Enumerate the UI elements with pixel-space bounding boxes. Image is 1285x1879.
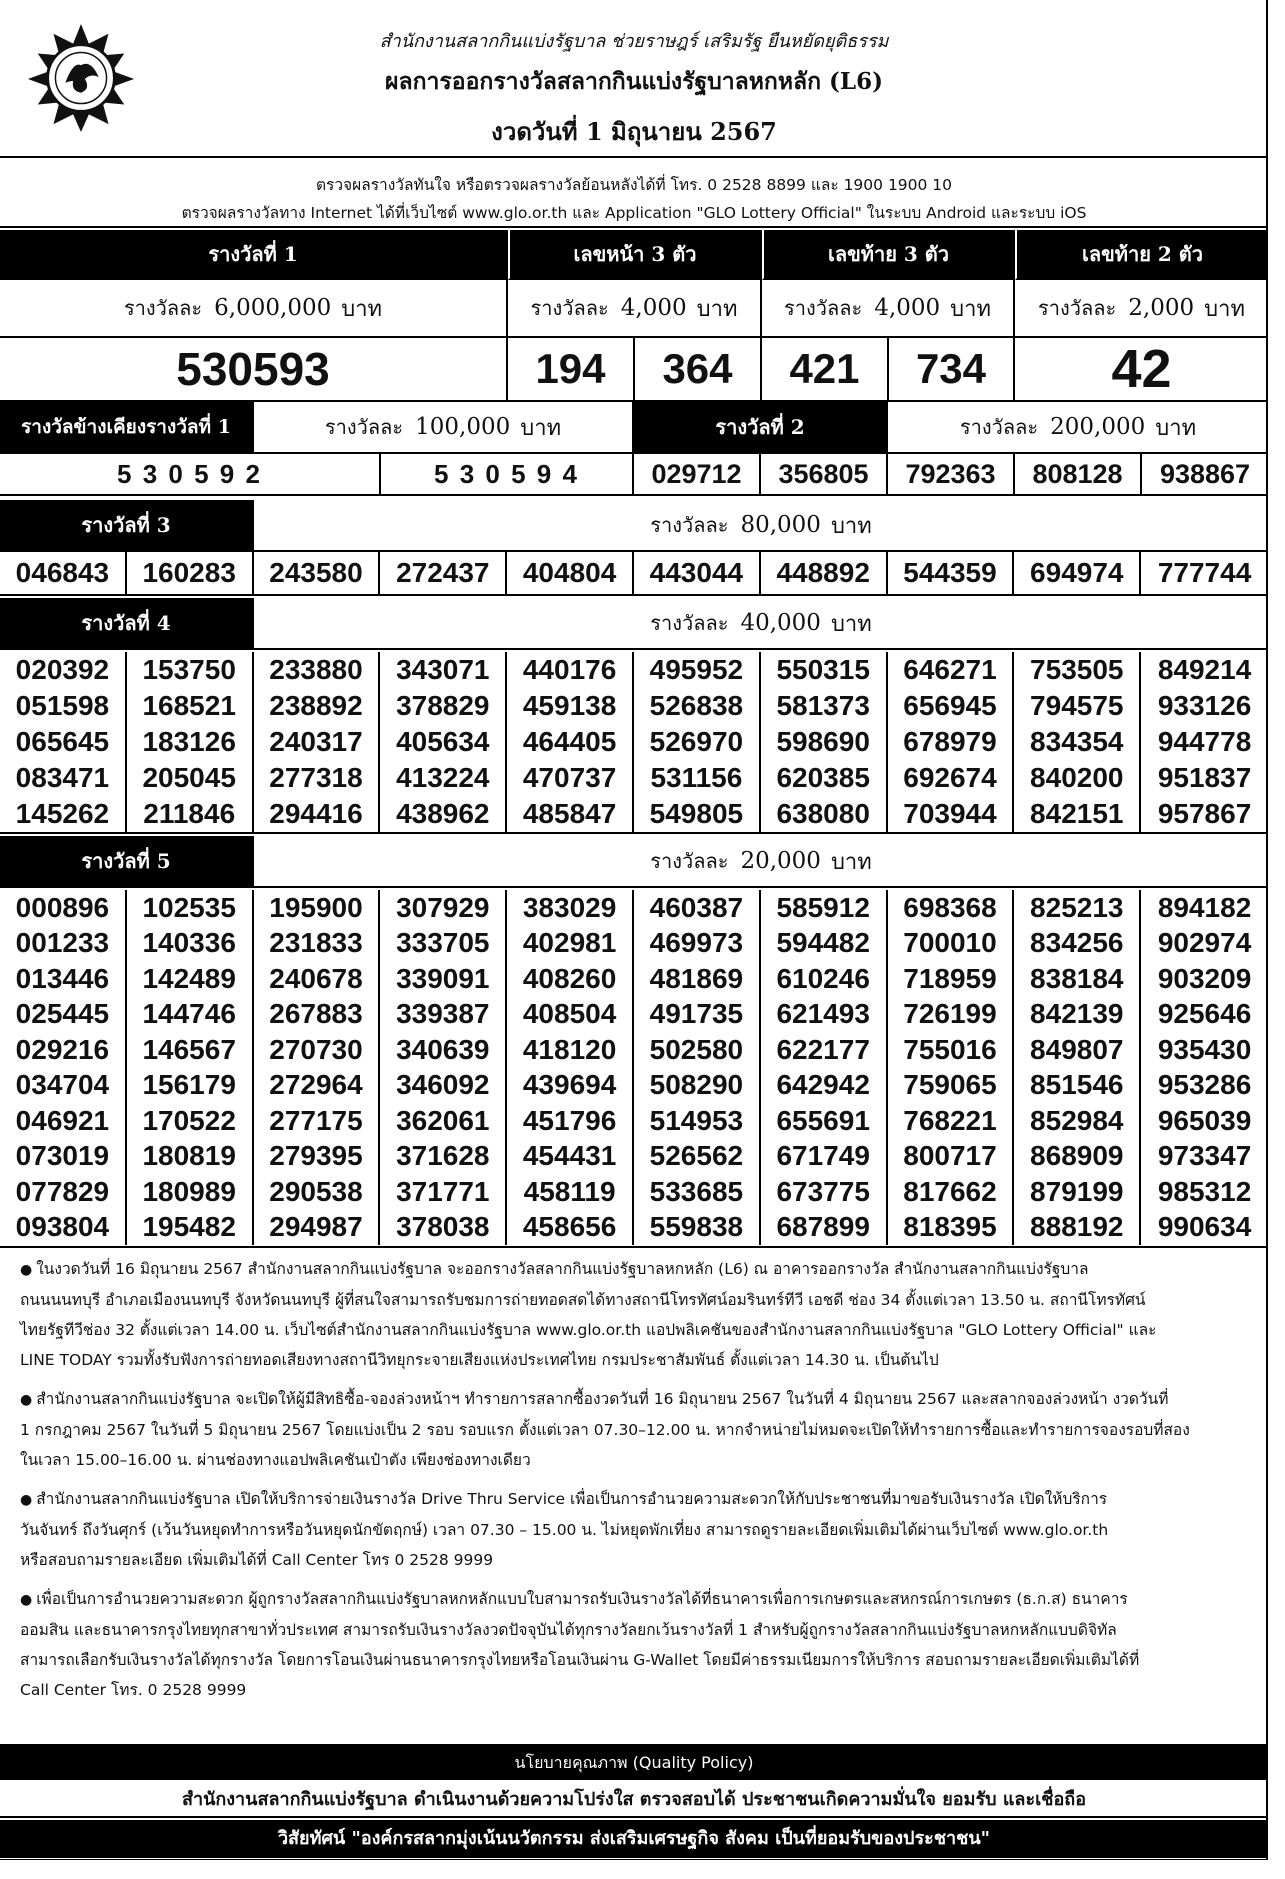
back3-amount (762, 280, 1015, 338)
fourth-prize-number: 957867 (1157, 798, 1252, 829)
fifth-prize-number: 180819 (127, 1139, 254, 1175)
fourth-prize-number: 550315 (761, 652, 888, 688)
amount-prefix: รางวัลละ (650, 513, 729, 537)
fifth-prize-number: 034704 (0, 1068, 127, 1104)
fourth-prize-number: 183126 (127, 724, 254, 760)
fifth-prize-number: 700010 (888, 926, 1015, 962)
first-prize-number: 530593 (0, 338, 508, 402)
note-prize-claim (20, 1584, 1245, 1705)
fifth-prize-number: 371628 (380, 1139, 507, 1175)
fifth-prize-number: 294987 (254, 1210, 381, 1246)
fourth-prize-amount (254, 598, 1268, 650)
page-title: ผลการออกรางวัลสลากกินแบ่งรัฐบาลหกหลัก (L6) (385, 68, 883, 95)
third-prize-numbers (0, 552, 1268, 594)
fifth-prize-number: 726199 (888, 997, 1015, 1033)
amount-value: 100,000 (415, 414, 511, 440)
fifth-prize-number: 888192 (1014, 1210, 1141, 1246)
fifth-prize-number: 142489 (127, 961, 254, 997)
back3-number: 421 (762, 338, 889, 402)
fifth-prize-number: 180989 (127, 1174, 254, 1210)
fifth-prize-number: 093804 (0, 1210, 127, 1246)
bullet-icon: ● (20, 1392, 33, 1408)
fifth-prize-row (0, 1174, 1268, 1210)
fifth-prize-number: 671749 (761, 1139, 888, 1175)
fifth-prize-number: 240678 (254, 961, 381, 997)
fifth-prize-number: 990634 (1157, 1211, 1252, 1243)
fifth-prize-number: 408504 (507, 997, 634, 1033)
fifth-prize-number: 768221 (888, 1103, 1015, 1139)
fourth-prize-number: 211846 (127, 796, 254, 832)
fourth-prize-number: 840200 (1014, 760, 1141, 796)
fifth-prize-number: 838184 (1014, 961, 1141, 997)
fifth-prize-number: 418120 (507, 1032, 634, 1068)
fifth-prize-number: 346092 (380, 1068, 507, 1104)
fourth-prize-number: 083471 (0, 760, 127, 796)
fifth-prize-number: 144746 (127, 997, 254, 1033)
fifth-prize-number: 817662 (888, 1174, 1015, 1210)
note-text: ออมสิน และธนาคารกรุงไทยทุกสาขาทั่วประเทศ สามารถรับเงินรางวัลงวดปัจจุบันได้ทุกรางวัลยกเว้นรางวัลที่ 1 สำหรับผู้ถูกรางวัลสลากกินแบ่งรัฐบาลหกหลักแบบดิจิทัล (20, 1621, 1117, 1639)
note-line (20, 1615, 1245, 1645)
amount-value: 40,000 (740, 610, 821, 636)
note-text: วันจันทร์ ถึงวันศุกร์ (เว้นวันหยุดทำการหรือวันหยุดนักขัตฤกษ์) เวลา 07.30 – 15.00 น. ไม่หยุดพักเที่ยง สามารถดูรายละเอียดเพิ่มเติมได้ผ่านเว็บไซต์ www.glo.or.th (20, 1521, 1109, 1539)
note-text: ไทยรัฐทีวีช่อง 32 ตั้งแต่เวลา 14.00 น. เว็บไซต์สำนักงานสลากกินแบ่งรัฐบาล www.glo.or.th แอปพลิเคชันของสำนักงานสลากกินแบ่งรัฐบาล "GLO Lottery Official" และ (20, 1321, 1157, 1339)
note-line (20, 1285, 1245, 1315)
fifth-prize-number: 718959 (888, 961, 1015, 997)
fifth-prize-number: 698368 (888, 890, 1015, 926)
fifth-prize-number: 000896 (0, 890, 127, 926)
fifth-prize-number: 834256 (1014, 926, 1141, 962)
fifth-prize-amount (254, 836, 1268, 888)
amount-value: 200,000 (1050, 414, 1146, 440)
fifth-prize-number: 903209 (1157, 962, 1252, 994)
fifth-prize-number: 655691 (761, 1103, 888, 1139)
fifth-prize-number: 502580 (634, 1032, 761, 1068)
fifth-prize-number: 077829 (0, 1174, 127, 1210)
note-text: หรือสอบถามรายละเอียด เพิ่มเติมได้ที่ Call Center โทร 0 2528 9999 (20, 1551, 494, 1569)
fourth-prize-row (0, 688, 1268, 724)
near-first-number: 5 3 0 5 9 4 (381, 454, 634, 496)
fifth-prize-number: 231833 (254, 926, 381, 962)
fifth-prize-row (0, 926, 1268, 962)
fourth-prize-number: 438962 (380, 796, 507, 832)
fifth-prize-number: 340639 (380, 1032, 507, 1068)
fifth-prize-number: 481869 (634, 961, 761, 997)
fourth-prize-number: 168521 (127, 688, 254, 724)
fifth-prize-number: 001233 (0, 926, 127, 962)
fifth-prize-number: 270730 (254, 1032, 381, 1068)
fifth-prize-number: 642942 (761, 1068, 888, 1104)
note-text: 1 กรกฎาคม 2567 ในวันที่ 5 มิถุนายน 2567 โดยแบ่งเป็น 2 รอบ รอบแรก ตั้งแต่เวลา 07.30–12.00 น. หากจำหน่ายไม่หมดจะเปิดให้ทำรายการซื้อและทำรายการจองรอบที่สอง (20, 1421, 1190, 1439)
third-prize-number: 694974 (1014, 552, 1141, 594)
fifth-prize-number: 594482 (761, 926, 888, 962)
fifth-prize-number: 029216 (0, 1032, 127, 1068)
fourth-prize-number: 951837 (1157, 762, 1252, 793)
amount-unit: บาท (950, 296, 991, 322)
fifth-prize-number: 851546 (1014, 1068, 1141, 1104)
fourth-prize-number: 753505 (1014, 652, 1141, 688)
fifth-prize-number: 371771 (380, 1174, 507, 1210)
amount-prefix: รางวัลละ (530, 296, 609, 320)
fourth-prize-number: 656945 (888, 688, 1015, 724)
fifth-prize-number: 925646 (1157, 998, 1252, 1030)
fifth-prize-number: 852984 (1014, 1103, 1141, 1139)
note-line (20, 1445, 1245, 1475)
second-prize-number: 029712 (634, 454, 761, 496)
fifth-prize-number: 339387 (380, 997, 507, 1033)
quality-policy-label: นโยบายคุณภาพ (Quality Policy) (0, 1746, 1268, 1780)
second-prize-amount (888, 402, 1268, 454)
fourth-prize-number: 240317 (254, 724, 381, 760)
third-prize-amount (254, 500, 1268, 552)
amount-prefix: รางวัลละ (324, 415, 404, 439)
fourth-prize-number: 343071 (380, 652, 507, 688)
amount-prefix: รางวัลละ (650, 611, 729, 635)
second-prize-number: 808128 (1015, 454, 1142, 496)
fifth-prize-number: 610246 (761, 961, 888, 997)
amount-value: 2,000 (1128, 295, 1195, 321)
front3-label: เลขหน้า 3 ตัว (508, 230, 762, 280)
fifth-prize-number: 673775 (761, 1174, 888, 1210)
fourth-prize-number: 464405 (507, 724, 634, 760)
amount-unit: บาท (1204, 296, 1245, 322)
third-prize-number: 777744 (1157, 557, 1252, 588)
third-prize-number: 046843 (0, 552, 127, 594)
fifth-prize-number: 307929 (380, 890, 507, 926)
fifth-prize-number: 146567 (127, 1032, 254, 1068)
fifth-prize-row (0, 997, 1268, 1033)
third-prize-number: 448892 (761, 552, 888, 594)
back2-amount (1015, 280, 1268, 338)
fourth-prize-number: 638080 (761, 796, 888, 832)
fourth-prize-number: 205045 (127, 760, 254, 796)
back3-number: 734 (889, 338, 1015, 402)
draw-date: งวดวันที่ 1 มิถุนายน 2567 (491, 117, 777, 146)
fourth-prize-number: 933126 (1157, 690, 1252, 721)
note-line (20, 1515, 1245, 1545)
note-line (20, 1415, 1245, 1445)
amount-value: 4,000 (620, 295, 687, 321)
section-divider (0, 594, 1268, 596)
fifth-prize-number: 102535 (127, 890, 254, 926)
amount-prefix: รางวัลละ (784, 296, 863, 320)
fifth-prize-number: 800717 (888, 1139, 1015, 1175)
note-line (20, 1584, 1245, 1615)
notes-section (0, 1248, 1268, 1746)
back2-label: เลขท้าย 2 ตัว (1015, 230, 1268, 280)
fifth-prize-number: 868909 (1014, 1139, 1141, 1175)
fifth-prize-number: 622177 (761, 1032, 888, 1068)
amount-prefix: รางวัลละ (123, 296, 203, 320)
fourth-prize-number: 598690 (761, 724, 888, 760)
fourth-prize-label: รางวัลที่ 4 (0, 598, 254, 650)
fourth-prize-row (0, 796, 1268, 832)
fifth-prize-row (0, 890, 1268, 926)
fifth-prize-number: 935430 (1157, 1033, 1252, 1065)
fifth-prize-number: 195482 (127, 1210, 254, 1246)
fourth-prize-number: 020392 (0, 652, 127, 688)
amount-prefix: รางวัลละ (1038, 296, 1117, 320)
fifth-prize-number: 849807 (1014, 1032, 1141, 1068)
fifth-prize-number: 170522 (127, 1103, 254, 1139)
fourth-prize-number: 581373 (761, 688, 888, 724)
fifth-prize-number: 272964 (254, 1068, 381, 1104)
vision-text: วิสัยทัศน์ "องค์กรสลากมุ่งเน้นนวัตกรรม ส่งเสริมเศรษฐกิจ สังคม เป็นที่ยอมรับของประชาชน" (0, 1820, 1268, 1858)
fifth-prize-number: 526562 (634, 1139, 761, 1175)
fifth-prize-number: 508290 (634, 1068, 761, 1104)
fifth-prize-number: 894182 (1157, 891, 1252, 923)
fifth-prize-number: 825213 (1014, 890, 1141, 926)
note-text: ในงวดวันที่ 16 มิถุนายน 2567 สำนักงานสลากกินแบ่งรัฐบาล จะออกรางวัลสลากกินแบ่งรัฐบาลหกหลัก (L6) ณ อาคารออกรางวัล สำนักงานสลากกินแบ่งรัฐบาล (36, 1260, 1089, 1278)
contact-info (0, 158, 1268, 228)
fifth-prize-number: 140336 (127, 926, 254, 962)
fifth-prize-row (0, 961, 1268, 997)
quality-policy-text: สำนักงานสลากกินแบ่งรัฐบาล ดำเนินงานด้วยความโปร่งใส ตรวจสอบได้ ประชาชนเกิดความมั่นใจ ยอมรับ และเชื่อถือ (0, 1782, 1268, 1818)
fourth-prize-number: 495952 (634, 652, 761, 688)
fourth-prize-number: 459138 (507, 688, 634, 724)
front3-number: 194 (508, 338, 635, 402)
fourth-prize-number: 294416 (254, 796, 381, 832)
second-prize-number: 792363 (888, 454, 1015, 496)
note-line (20, 1675, 1245, 1705)
fourth-prize-number: 065645 (0, 724, 127, 760)
note-line (20, 1254, 1245, 1285)
first-prize-label: รางวัลที่ 1 (0, 230, 508, 280)
fifth-prize-number: 277175 (254, 1103, 381, 1139)
third-prize-label: รางวัลที่ 3 (0, 500, 254, 552)
amount-value: 80,000 (740, 512, 821, 538)
back2-number: 42 (1015, 338, 1268, 402)
fifth-prize-number: 902974 (1157, 927, 1252, 959)
amount-unit: บาท (520, 415, 562, 441)
note-text: ในเวลา 15.00–16.00 น. ผ่านช่องทางแอปพลิเคชันเป๋าตัง เพียงช่องทางเดียว (20, 1451, 531, 1469)
fifth-prize-number: 491735 (634, 997, 761, 1033)
note-line (20, 1645, 1245, 1675)
fourth-prize-number: 531156 (634, 760, 761, 796)
fifth-prize-row (0, 1210, 1268, 1246)
fourth-prize-number: 646271 (888, 652, 1015, 688)
amount-unit: บาท (696, 296, 738, 322)
fourth-prize-number: 378829 (380, 688, 507, 724)
fifth-prize-number: 013446 (0, 961, 127, 997)
fifth-prize-number: 879199 (1014, 1174, 1141, 1210)
second-prize-number: 938867 (1142, 454, 1268, 496)
note-text: สำนักงานสลากกินแบ่งรัฐบาล เปิดให้บริการจ่ายเงินรางวัล Drive Thru Service เพื่อเป็นการอำนวยความสะดวกให้กับประชาชนที่มาขอรับเงินรางวัล เปิดให้บริการ (36, 1490, 1108, 1508)
fifth-prize-number: 985312 (1157, 1175, 1252, 1207)
fourth-prize-number: 849214 (1157, 654, 1252, 685)
amount-unit: บาท (830, 513, 872, 539)
fifth-prize-number: 439694 (507, 1068, 634, 1104)
note-line (20, 1384, 1245, 1415)
third-prize-number: 443044 (634, 552, 761, 594)
note-text: สามารถเลือกรับเงินรางวัลได้ทุกรางวัล โดยการโอนเงินผ่านธนาคารกรุงไทยหรือโอนเงินผ่าน G-Wallet โดยมีค่าธรรมเนียมการให้บริการ สอบถามรายละเอียดเพิ่มเติมได้ที่ (20, 1651, 1140, 1669)
third-prize-number: 243580 (254, 552, 381, 594)
fifth-prize-number: 818395 (888, 1210, 1015, 1246)
fifth-prize-number: 953286 (1157, 1069, 1252, 1101)
fifth-prize-number: 973347 (1157, 1140, 1252, 1172)
note-live-broadcast (20, 1254, 1245, 1375)
contact-info-web: ตรวจผลรางวัลทาง Internet ได้ที่เว็บไซต์ www.glo.or.th และ Application "GLO Lottery Official" ในระบบ Android และระบบ iOS (181, 204, 1087, 222)
fourth-prize-number: 145262 (0, 796, 127, 832)
third-prize-number: 544359 (888, 552, 1015, 594)
bullet-icon: ● (20, 1492, 33, 1508)
amount-unit: บาท (830, 611, 872, 637)
near-first-label: รางวัลข้างเคียงรางวัลที่ 1 (0, 402, 254, 454)
note-line (20, 1545, 1245, 1575)
fifth-prize-row (0, 1032, 1268, 1068)
back3-label: เลขท้าย 3 ตัว (762, 230, 1015, 280)
note-text: Call Center โทร. 0 2528 9999 (20, 1681, 247, 1699)
fourth-prize-number: 944778 (1157, 726, 1252, 757)
first-prize-amount (0, 280, 508, 338)
fifth-prize-number: 559838 (634, 1210, 761, 1246)
near-first-amount (254, 402, 634, 454)
fifth-prize-number: 408260 (507, 961, 634, 997)
fifth-prize-number: 514953 (634, 1103, 761, 1139)
fifth-prize-number: 402981 (507, 926, 634, 962)
fifth-prize-number: 469973 (634, 926, 761, 962)
fourth-prize-number: 277318 (254, 760, 381, 796)
note-line (20, 1345, 1245, 1375)
fifth-prize-number: 451796 (507, 1103, 634, 1139)
third-prize-number: 404804 (507, 552, 634, 594)
amount-prefix: รางวัลละ (650, 849, 729, 873)
fifth-prize-number: 533685 (634, 1174, 761, 1210)
fifth-prize-number: 025445 (0, 997, 127, 1033)
note-advance-booking (20, 1384, 1245, 1475)
amount-value: 20,000 (740, 848, 821, 874)
fifth-prize-number: 073019 (0, 1139, 127, 1175)
fourth-prize-row (0, 652, 1268, 688)
amount-unit: บาท (1155, 415, 1197, 441)
fifth-prize-number: 842139 (1014, 997, 1141, 1033)
bullet-icon: ● (20, 1592, 33, 1608)
fourth-prize-number: 405634 (380, 724, 507, 760)
fifth-prize-number: 046921 (0, 1103, 127, 1139)
fourth-prize-row (0, 724, 1268, 760)
fourth-prize-number: 485847 (507, 796, 634, 832)
fourth-prize-number: 692674 (888, 760, 1015, 796)
bullet-icon: ● (20, 1262, 33, 1278)
amount-unit: บาท (830, 849, 872, 875)
fourth-prize-number: 440176 (507, 652, 634, 688)
fourth-prize-number: 834354 (1014, 724, 1141, 760)
note-line (20, 1315, 1245, 1345)
fifth-prize-number: 267883 (254, 997, 381, 1033)
amount-value: 4,000 (874, 295, 941, 321)
contact-info-phone: ตรวจผลรางวัลทันใจ หรือตรวจผลรางวัลย้อนหลังได้ที่ โทร. 0 2528 8899 และ 1900 1900 10 (315, 176, 953, 194)
header (0, 0, 1268, 158)
front3-amount (508, 280, 762, 338)
second-prize-number: 356805 (761, 454, 888, 496)
note-text: LINE TODAY รวมทั้งรับฟังการถ่ายทอดเสียงทางสถานีวิทยุกระจายเสียงแห่งประเทศไทย กรมประชาสัมพันธ์ ตั้งแต่เวลา 14.30 น. เป็นต้นไป (20, 1351, 939, 1369)
fifth-prize-number: 458119 (507, 1174, 634, 1210)
note-drive-thru (20, 1484, 1245, 1575)
fourth-prize-number: 620385 (761, 760, 888, 796)
agency-tagline: สำนักงานสลากกินแบ่งรัฐบาล ช่วยราษฎร์ เสริมรัฐ ยืนหยัดยุติธรรม (379, 31, 889, 52)
third-prize-number: 160283 (127, 552, 254, 594)
fifth-prize-number: 195900 (254, 890, 381, 926)
fourth-prize-number: 413224 (380, 760, 507, 796)
fifth-prize-number: 362061 (380, 1103, 507, 1139)
fifth-prize-number: 759065 (888, 1068, 1015, 1104)
fourth-prize-number: 678979 (888, 724, 1015, 760)
fifth-prize-row (0, 1103, 1268, 1139)
fifth-prize-number: 755016 (888, 1032, 1015, 1068)
fifth-prize-number: 290538 (254, 1174, 381, 1210)
fifth-prize-number: 339091 (380, 961, 507, 997)
note-text: เพื่อเป็นการอำนวยความสะดวก ผู้ถูกรางวัลสลากกินแบ่งรัฐบาลหกหลักแบบใบสามารถรับเงินรางวัลได้ที่ธนาคารเพื่อการเกษตรและสหกรณ์การเกษตร (ธ.ก.ส) ธนาคาร (36, 1590, 1128, 1608)
note-text: ถนนนนทบุรี อำเภอเมืองนนทบุรี จังหวัดนนทบุรี ผู้ที่สนใจสามารถรับชมการถ่ายทอดสดได้ทางสถานีโทรทัศน์อมรินทร์ทีวี เอชดี ช่อง 34 ตั้งแต่เวลา 13.50 น. สถานีโทรทัศน์ (20, 1291, 1146, 1309)
fifth-prize-row (0, 1139, 1268, 1175)
fourth-prize-row (0, 760, 1268, 796)
fourth-prize-number: 526970 (634, 724, 761, 760)
fifth-prize-number: 687899 (761, 1210, 888, 1246)
fifth-prize-number: 460387 (634, 890, 761, 926)
fourth-prize-number: 051598 (0, 688, 127, 724)
fourth-prize-number: 233880 (254, 652, 381, 688)
fifth-prize-number: 378038 (380, 1210, 507, 1246)
fourth-prize-number: 526838 (634, 688, 761, 724)
fourth-prize-number: 549805 (634, 796, 761, 832)
fifth-prize-number: 156179 (127, 1068, 254, 1104)
amount-unit: บาท (341, 296, 383, 322)
near-first-number: 5 3 0 5 9 2 (0, 454, 381, 496)
fifth-prize-row (0, 1068, 1268, 1104)
fourth-prize-number: 794575 (1014, 688, 1141, 724)
fifth-prize-number: 279395 (254, 1139, 381, 1175)
amount-prefix: รางวัลละ (959, 415, 1039, 439)
third-prize-number: 272437 (380, 552, 507, 594)
fifth-prize-number: 965039 (1157, 1104, 1252, 1136)
fifth-prize-number: 458656 (507, 1210, 634, 1246)
fifth-prize-label: รางวัลที่ 5 (0, 836, 254, 888)
fourth-prize-number: 470737 (507, 760, 634, 796)
fifth-prize-number: 621493 (761, 997, 888, 1033)
front3-number: 364 (635, 338, 762, 402)
note-line (20, 1484, 1245, 1515)
fifth-prize-number: 585912 (761, 890, 888, 926)
fourth-prize-number: 238892 (254, 688, 381, 724)
fifth-prize-number: 333705 (380, 926, 507, 962)
amount-value: 6,000,000 (214, 295, 332, 321)
fifth-prize-number: 454431 (507, 1139, 634, 1175)
note-text: สำนักงานสลากกินแบ่งรัฐบาล จะเปิดให้ผู้มีสิทธิซื้อ-จองล่วงหน้าฯ ทำรายการสลากซื้องวดวันที่ 16 มิถุนายน 2567 ในวันที่ 4 มิถุนายน 2567 และสลากจองล่วงหน้า งวดวันที่ (36, 1390, 1169, 1408)
fourth-prize-number: 842151 (1014, 796, 1141, 832)
fourth-prize-number: 153750 (127, 652, 254, 688)
fifth-prize-number: 383029 (507, 890, 634, 926)
fourth-prize-number: 703944 (888, 796, 1015, 832)
second-prize-label: รางวัลที่ 2 (634, 402, 888, 454)
section-divider (0, 832, 1268, 834)
